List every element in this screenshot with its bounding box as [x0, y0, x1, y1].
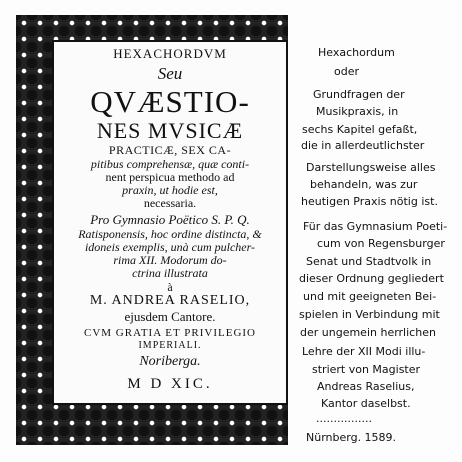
- german-line: Darstellungsweise alles: [306, 161, 436, 174]
- german-line: Andreas Raselius,: [317, 380, 415, 393]
- latin-privilege: CVM GRATIA ET PRIVILEGIO: [84, 327, 256, 339]
- german-line: die in allerdeutlichster: [301, 139, 425, 152]
- german-line: Grundfragen der: [313, 88, 405, 101]
- german-line: striert von Magister: [312, 363, 421, 376]
- german-line: spielen in Verbindung mit: [299, 308, 440, 321]
- german-line: oder: [334, 65, 360, 78]
- latin-cantor: ejusdem Cantore.: [124, 309, 216, 324]
- latin-imperiali: IMPERIALI.: [138, 340, 202, 351]
- latin-dedication-line-1: Pro Gymnasio Poëtico S. P. Q.: [90, 212, 250, 227]
- german-line: dieser Ordnung gegliedert: [299, 272, 444, 285]
- german-line: Kantor daselbst.: [321, 397, 411, 410]
- german-line: cum von Regensburger: [317, 237, 445, 250]
- latin-subtitle-line-2: pitibus comprehensæ, quæ conti-: [90, 157, 250, 171]
- latin-a: à: [167, 280, 173, 294]
- latin-title: HEXACHORDVM: [113, 46, 227, 61]
- latin-dedication-line-4: rima XII. Modorum do-: [113, 253, 227, 267]
- latin-dedication-line-5: ctrina illustrata: [132, 266, 208, 280]
- latin-subtitle-line-1: PRACTICÆ, SEX CA-: [108, 143, 232, 157]
- latin-subtitle-line-3: nent perspicua methodo ad: [105, 170, 235, 184]
- latin-dedication-line-2: Ratisponensis, hoc ordine distincta, &: [78, 227, 262, 241]
- german-line: heutigen Praxis nötig ist.: [301, 195, 438, 208]
- latin-heading-line-1: QVÆSTIO-: [90, 84, 250, 119]
- german-line: Senat und Stadtvolk in: [306, 255, 432, 268]
- german-line: Lehre der XII Modi illu-: [302, 345, 426, 358]
- title-page: [52, 40, 288, 405]
- latin-heading-line-2: NES MVSICÆ: [96, 118, 244, 143]
- german-line: behandeln, was zur: [310, 178, 418, 191]
- latin-seu: Seu: [157, 64, 183, 83]
- latin-year: M D XIC.: [127, 376, 213, 392]
- german-line: Nürnberg. 1589.: [306, 431, 397, 444]
- latin-author: M. ANDREA RASELIO,: [89, 293, 251, 308]
- german-line: sechs Kapitel gefaßt,: [302, 123, 418, 136]
- latin-subtitle-line-4: praxin, ut hodie est,: [122, 183, 218, 197]
- latin-subtitle-line-5: necessaria.: [143, 196, 197, 210]
- german-line: und mit geeigneten Bei-: [303, 290, 437, 303]
- latin-dedication-line-3: idoneis exemplis, unà cum pulcher-: [84, 240, 256, 254]
- german-dotted-separator: ................: [316, 412, 372, 425]
- german-line: Hexachordum: [318, 46, 395, 59]
- german-line: Musikpraxis, in: [316, 105, 399, 118]
- german-line: der ungemein herrlichen: [300, 326, 436, 339]
- german-line: Für das Gymnasium Poeti-: [303, 220, 448, 233]
- latin-place: Noriberga.: [139, 354, 201, 369]
